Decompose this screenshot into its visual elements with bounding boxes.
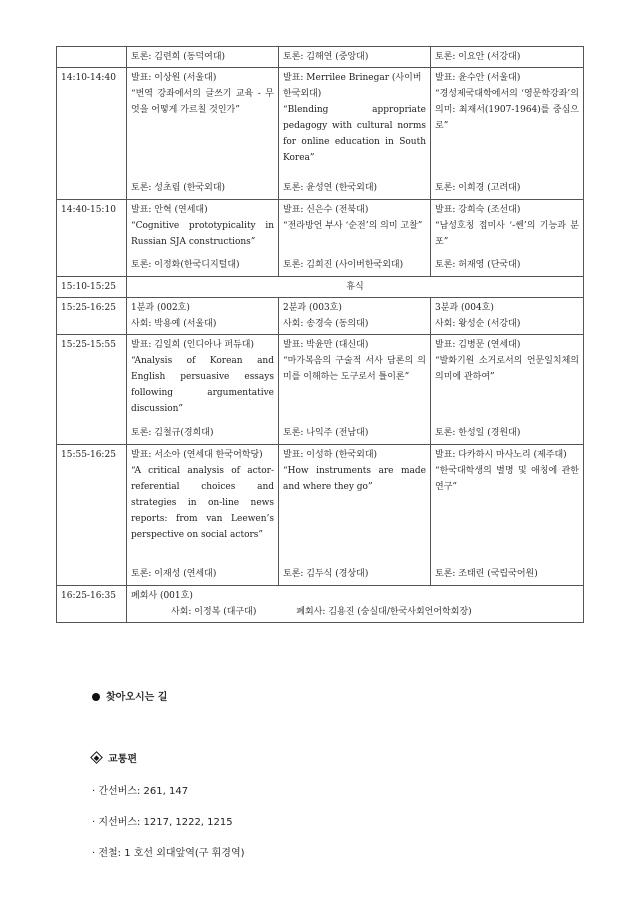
discussant: 토론: 김두식 (경상대) [283,569,369,579]
directions-heading [92,688,167,703]
table-row [57,68,584,200]
time-cell [57,47,127,68]
table-row [57,298,584,335]
time-cell: 15:10-15:25 [57,277,127,298]
discussant-cell: 토론: 김해연 (중앙대) [279,47,431,68]
discussant-cell: 토론: 김련희 (동덕여대) [127,47,279,68]
discussant-cell: 토론: 이요안 (서강대) [431,47,584,68]
closing-label: 폐회사 (001호) [131,591,193,601]
session-cell [431,445,584,586]
discussant: 토론: 한성일 (경원대) [435,428,521,438]
session-cell [279,68,431,200]
presenter: 발표: 서소아 (연세대 한국어학당) [131,450,263,460]
presenter: 발표: 이상원 (서울대) [131,73,217,83]
presenter: 발표: 김일희 (인디아나 퍼듀대) [131,340,254,350]
session-header-cell [431,298,584,335]
table-row [57,200,584,277]
presenter: 발표: Merrilee Brinegar (사이버한국외대) [283,73,422,99]
paper-title: “경성제국대학에서의 ‘영문학강좌’의 의미: 최재서(1907-1964)를 중심으로” [435,89,579,131]
paper-title: “마가복음의 구술적 서사 담론의 의미를 이해하는 도구로서 틀이론” [283,356,426,382]
session-header-cell [279,298,431,335]
time-cell: 15:55-16:25 [57,445,127,586]
presenter: 발표: 박윤만 (대신대) [283,340,369,350]
discussant: 토론: 이희경 (고려대) [435,183,521,193]
time-cell: 15:25-15:55 [57,335,127,445]
time-cell: 16:25-16:35 [57,586,127,623]
session-chair: 사회: 왕성순 (서강대) [435,319,521,329]
session-cell [127,68,279,200]
discussant: 토론: 윤성연 (한국외대) [283,183,378,193]
transport-heading [92,750,137,765]
paper-title: “Analysis of Korean and English persuasive essays following argumentative discussion” [131,356,274,414]
break-cell: 휴식 [127,277,584,298]
bullet-icon [92,693,100,701]
table-row [57,47,584,68]
session-cell [431,200,584,277]
transport-title: 교통편 [108,754,137,765]
trunk-bus-info: · 간선버스: 261, 147 [92,786,189,797]
session-cell [127,200,279,277]
paper-title: “한국대학생의 별명 및 애칭에 관한 연구” [435,466,579,492]
session-room: 2분과 (003호) [283,303,342,313]
subway-info: · 전철: 1 호선 외대앞역(구 휘경역) [92,848,245,859]
paper-title: “Cognitive prototypicality in Russian SJA constructions” [131,221,274,247]
paper-title: “남성호칭 접미사 ‘-쎈’의 기능과 분포” [435,221,579,247]
paper-title: “A critical analysis of actor-referential choices and strategies in on-line news reports: from van Leewen’s perspective on social actors” [131,466,274,540]
discussant: 토론: 성초림 (한국외대) [131,183,226,193]
diamond-icon [90,751,103,764]
table-row [57,335,584,445]
session-cell [279,445,431,586]
session-room: 3분과 (004호) [435,303,494,313]
presenter: 발표: 신은수 (전북대) [283,205,369,215]
schedule-table [56,46,584,623]
closing-cell [127,586,584,623]
session-room: 1분과 (002호) [131,303,190,313]
paper-title: “How instruments are made and where they go” [283,466,426,492]
session-cell [279,200,431,277]
discussant: 토론: 김희진 (사이버한국외대) [283,260,404,270]
presenter: 발표: 다카하시 마사노리 (제주대) [435,450,567,460]
session-cell [127,445,279,586]
presenter: 발표: 김병문 (연세대) [435,340,521,350]
discussant: 토론: 이재성 (연세대) [131,569,217,579]
session-header-cell [127,298,279,335]
paper-title: “Blending appropriate pedagogy with cultural norms for online education in South Korea” [283,105,426,163]
discussant: 토론: 김철규(경희대) [131,428,214,438]
time-cell: 15:25-16:25 [57,298,127,335]
table-row [57,445,584,586]
presenter: 발표: 이성하 (한국외대) [283,450,378,460]
session-cell [127,335,279,445]
presenter: 발표: 윤수안 (서울대) [435,73,521,83]
time-cell: 14:40-15:10 [57,200,127,277]
discussant: 토론: 나익주 (전남대) [283,428,369,438]
session-cell [431,68,584,200]
paper-title: “전라방언 부사 ‘순전’의 의미 고찰” [283,221,423,231]
paper-title: “발화기원 소거로서의 언문일치체의 의미에 관하여” [435,356,579,382]
branch-bus-info: · 지선버스: 1217, 1222, 1215 [92,817,233,828]
closing-chair: 사회: 이정복 (대구대) [171,607,257,617]
session-cell [431,335,584,445]
table-row [57,277,584,298]
closing-speaker: 폐회사: 김용진 (숭실대/한국사회언어학회장) [296,607,472,617]
time-cell: 14:10-14:40 [57,68,127,200]
paper-title: “번역 강좌에서의 글쓰기 교육 - 무엇을 어떻게 가르칠 것인가” [131,89,274,115]
discussant: 토론: 이정화(한국디지털대) [131,260,240,270]
presenter: 발표: 강희숙 (조선대) [435,205,521,215]
discussant: 토론: 조태린 (국립국어원) [435,569,538,579]
session-chair: 사회: 박용예 (서울대) [131,319,217,329]
session-chair: 사회: 송경숙 (동의대) [283,319,369,329]
table-row [57,586,584,623]
presenter: 발표: 안혁 (연세대) [131,205,208,215]
directions-title: 찾아오시는 길 [106,692,168,703]
session-cell [279,335,431,445]
discussant: 토론: 허재영 (단국대) [435,260,521,270]
